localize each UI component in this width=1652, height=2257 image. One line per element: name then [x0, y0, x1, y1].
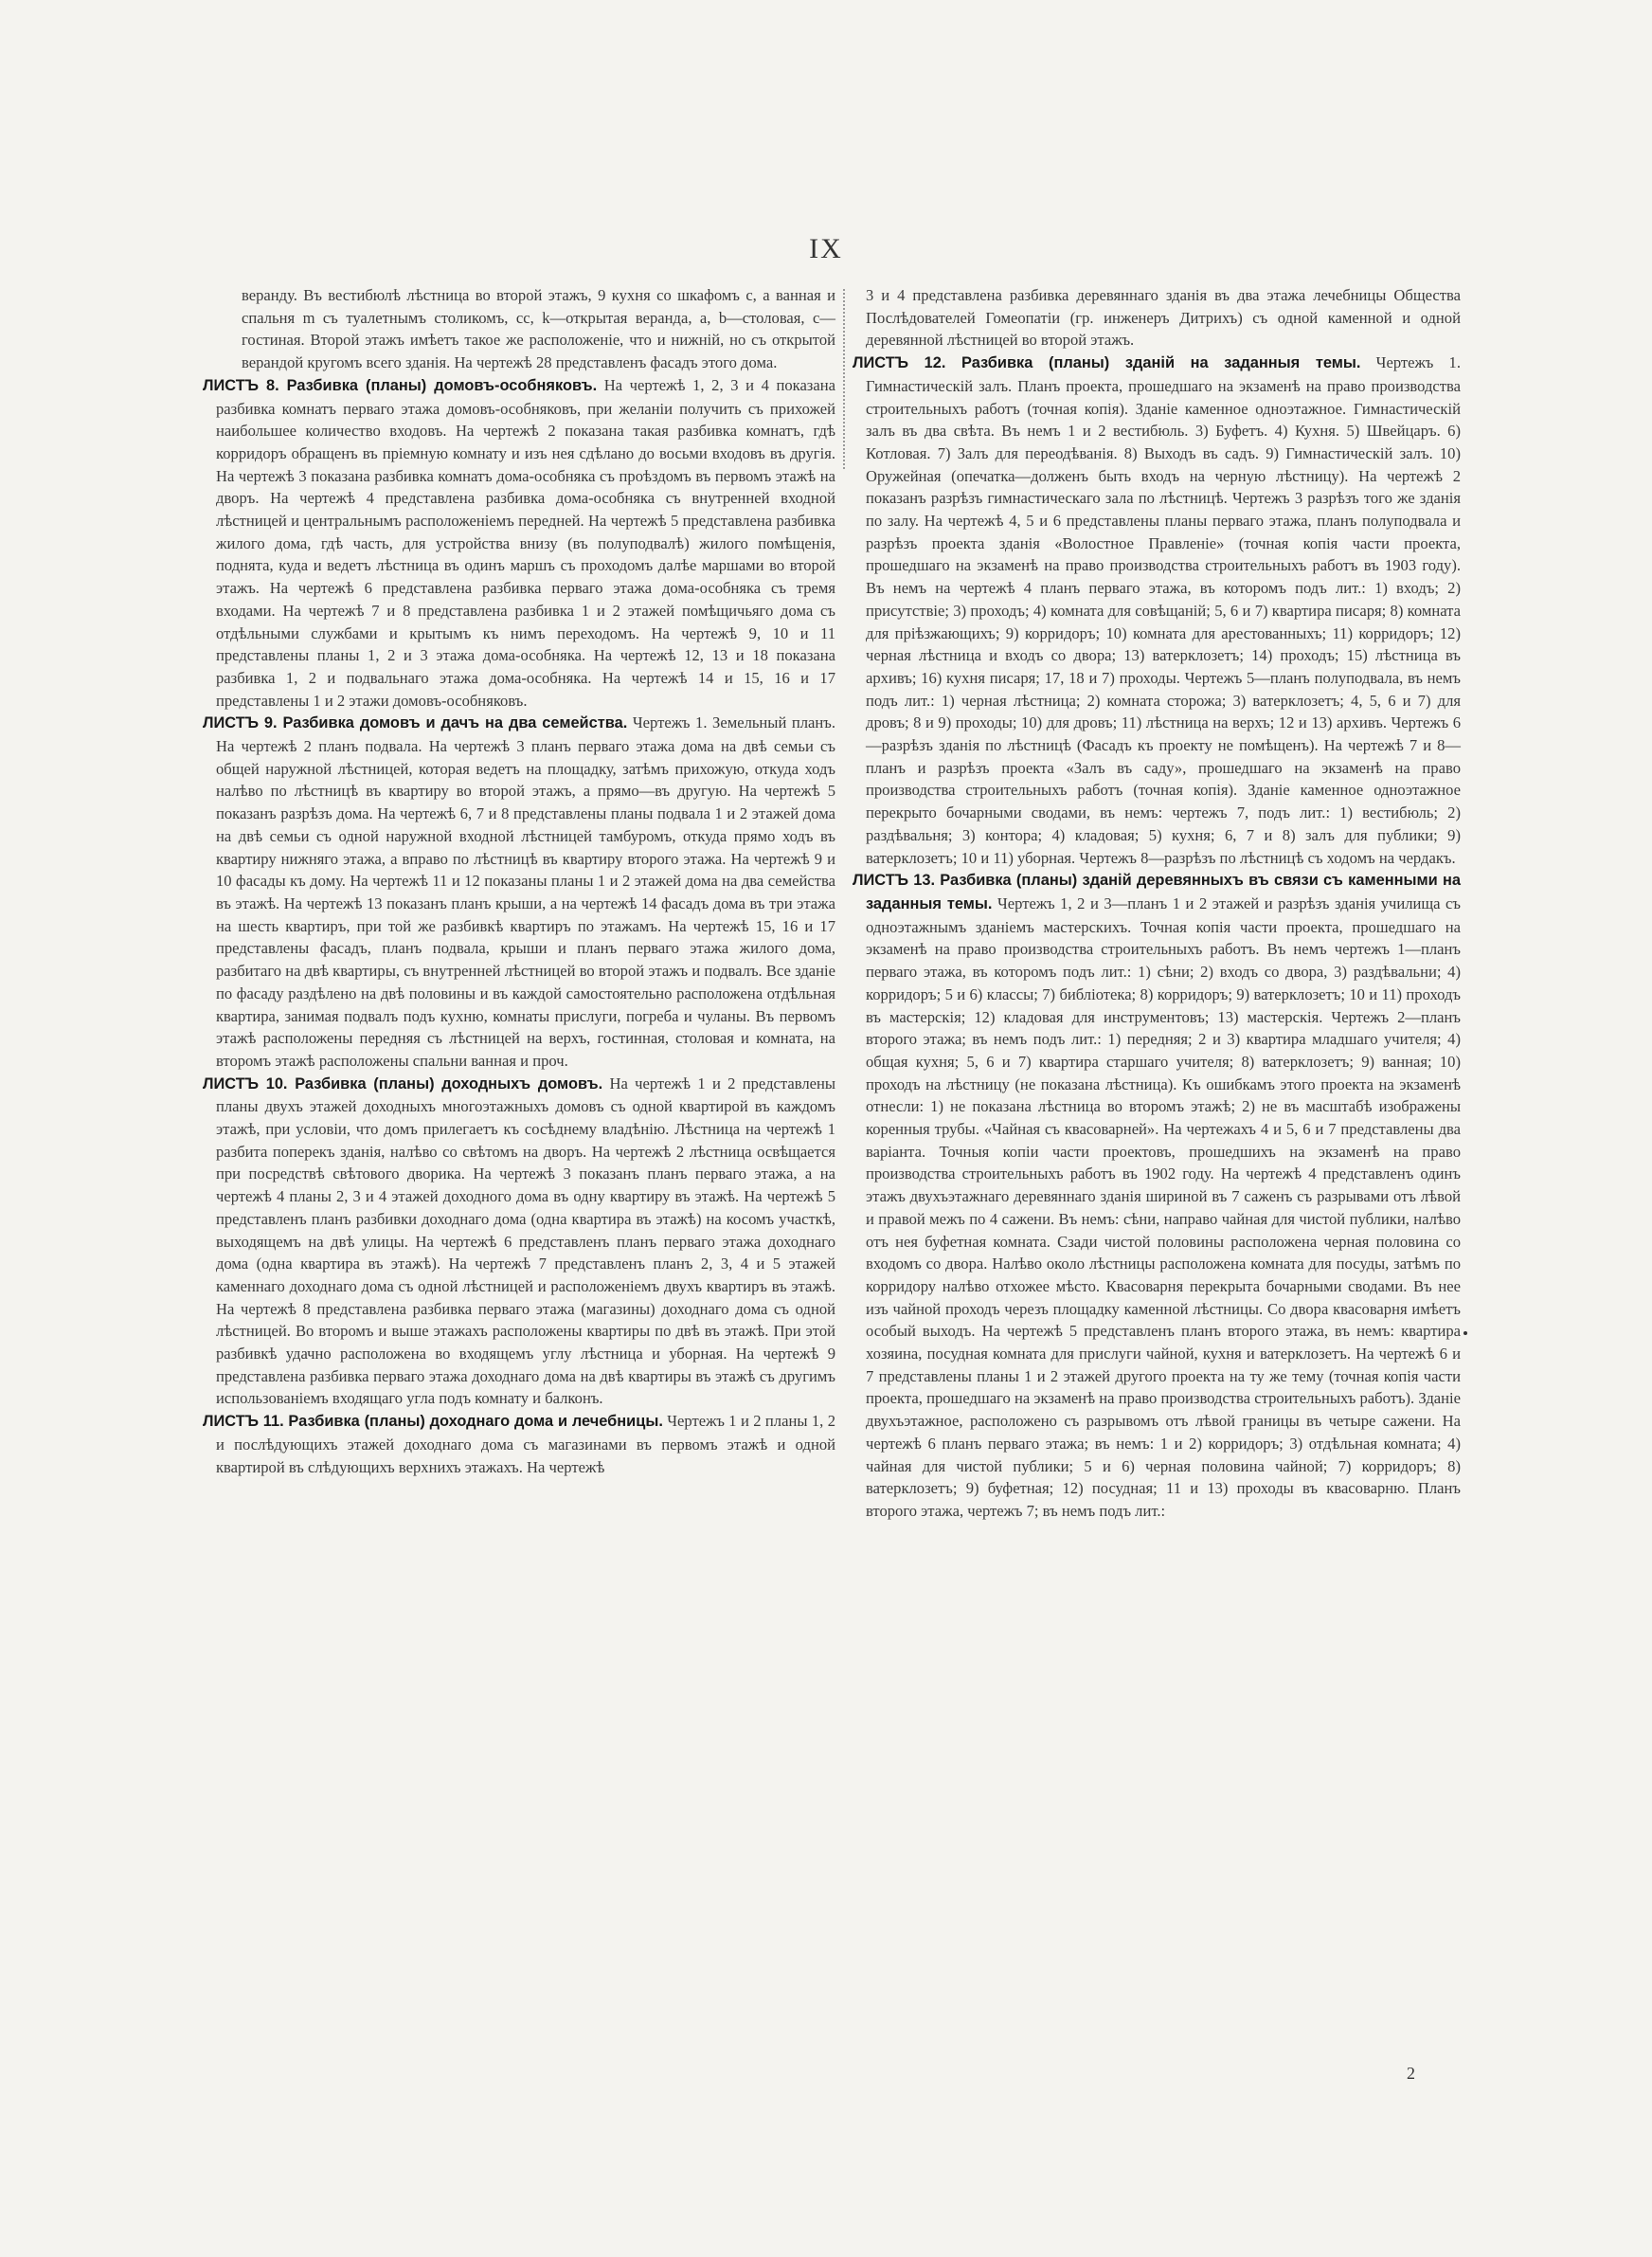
sheet-entry: [853, 352, 1461, 869]
page-number: IX: [809, 233, 843, 264]
print-speck: [1463, 1331, 1467, 1335]
paragraph-text: веранду. Въ вестибюлѣ лѣстница во второй этажъ, 9 кухня со шкафомъ c, a ванная и спальня m съ туалетнымъ столикомъ, cc, k—открытая веранда, a, b—столовая, c—гостиная. Второй этажъ имѣетъ такое же расположеніе, что и нижній, но съ открытой верандой кругомъ всего зданія. На чертежѣ 28 представленъ фасадъ этого дома.: [242, 286, 835, 372]
sheet-entry: [853, 869, 1461, 1522]
continued-paragraph: [853, 284, 1461, 352]
paragraph-text: На чертежѣ 1 и 2 представлены планы двухъ этажей доходныхъ многоэтажныхъ домовъ съ одной квартирой въ каждомъ этажѣ, при условіи, что домъ прилегаетъ къ сосѣднему владѣнію. Лѣстница на чертежѣ 1 разбита поперекъ зданія, налѣво со свѣтомъ на дворъ. На чертежѣ 2 лѣстница освѣщается при посредствѣ свѣтового дворика. На чертежѣ 3 показанъ планъ перваго этажа, а на чертежѣ 4 планы 2, 3 и 4 этажей доходного дома въ одну квартиру въ этажѣ. На чертежѣ 5 представленъ планъ разбивки доходнаго дома (одна квартира въ этажѣ) на косомъ участкѣ, выходящемъ на двѣ улицы. На чертежѣ 6 представленъ планъ перваго этажа доходнаго дома (одна квартира въ этажѣ). На чертежѣ 7 представленъ планъ 2, 3, 4 и 5 этажей каменнаго доходнаго дома съ одной лѣстницей и расположеніемъ двухъ квартиръ въ этажѣ. На чертежѣ 8 представлена разбивка перваго этажа (магазины) доходнаго дома съ одной лѣстницей. Во второмъ и выше этажахъ расположены квартиры по двѣ въ этажѣ. При этой разбивкѣ удачно расположена во входящемъ углу лѣстница и уборная. На чертежѣ 9 представлена разбивка перваго этажа доходнаго дома на двѣ квартиры въ этажѣ съ другимъ использованіемъ входящаго угла подъ комнату и балконъ.: [216, 1074, 835, 1408]
sheet-entry: [189, 1073, 835, 1411]
continued-paragraph: [189, 284, 835, 374]
signature-mark: 2: [1407, 2064, 1415, 2083]
paragraph-text: Чертежъ 1. Земельный планъ. На чертежѣ 2 планъ подвала. На чертежѣ 3 планъ перваго этажа дома на двѣ семьи съ общей наружной лѣстницей, которая ведетъ на площадку, затѣмъ прихожую, откуда ходъ налѣво по лѣстницѣ въ квартиру во второй этажъ, а прямо—въ другую. На чертежѣ 5 показанъ разрѣзъ дома. На чертежѣ 6, 7 и 8 представлены планы подвала 1 и 2 этажей дома на двѣ семьи съ одной наружной входной лѣстницей тамбуромъ, откуда прямо ходъ въ квартиру нижняго этажа, а вправо по лѣстницѣ въ квартиру второго этажа. На чертежѣ 9 и 10 фасады къ дому. На чертежѣ 11 и 12 показаны планы 1 и 2 этажей дома на два семейства въ этажѣ. На чертежѣ 13 показанъ планъ крыши, а на чертежѣ 14 фасадъ дома въ три этажа на шесть квартиръ, при той же разбивкѣ квартиръ по этажамъ. На чертежѣ 15, 16 и 17 представлены фасадъ, планъ подвала, крыши и планъ перваго этажа жилого дома, разбитаго на двѣ квартиры, съ внутренней лѣстницей во второй этажъ и подвалъ. Все зданіе по фасаду раздѣлено на двѣ половины и въ каждой самостоятельно расположена отдѣльная квартира, занимая подвалъ подъ кухню, комнаты прислуги, погреба и чуланы. Въ первомъ этажѣ расположены передняя съ лѣстницей на верхъ, гостинная, столовая и комната, на второмъ этажѣ расположены спальни ванная и проч.: [216, 713, 835, 1070]
sheet-heading: ЛИСТЪ 9. Разбивка домовъ и дачъ на два семейства.: [203, 714, 628, 732]
left-column: [189, 284, 835, 1478]
sheet-entry: [189, 712, 835, 1072]
sheet-heading: ЛИСТЪ 8. Разбивка (планы) домовъ-особняковъ.: [203, 376, 598, 394]
sheet-entry: [189, 1410, 835, 1478]
sheet-heading: ЛИСТЪ 10. Разбивка (планы) доходныхъ домовъ.: [203, 1074, 603, 1092]
column-divider: [843, 289, 846, 469]
sheet-heading: ЛИСТЪ 13. Разбивка (планы) зданій деревянныхъ въ связи съ каменными на заданныя темы.: [853, 872, 1461, 912]
paragraph-text: Чертежъ 1. Гимнастическій залъ. Планъ проекта, прошедшаго на экзаменѣ на право производства строительныхъ работъ (точная копія). Зданіе каменное одноэтажное. Гимнастическій залъ въ два свѣта. Въ немъ 1 и 2 вестибюль. 3) Буфетъ. 4) Кухня. 5) Швейцаръ. 6) Котловая. 7) Залъ для переодѣванія. 8) Выходъ въ садъ. 9) Гимнастическій залъ. 10) Оружейная (опечатка—долженъ быть входъ на черную лѣстницу). На чертежѣ 2 показанъ разрѣзъ гимнастическаго зала по лѣстницѣ. Чертежъ 3 разрѣзъ того же зданія по залу. На чертежѣ 4, 5 и 6 представлены планы перваго этажа, планъ полуподвала и разрѣзъ проекта зданія «Волостное Правленіе» (точная копія части проекта, прошедшаго на экзаменѣ на право производства строительныхъ работъ въ 1903 году). Въ немъ на чертежѣ 4 планъ перваго этажа, въ которомъ подъ лит.: 1) входъ; 2) присутствіе; 3) проходъ; 4) комната для совѣщаній; 5, 6 и 7) квартира писаря; 8) комната для пріѣзжающихъ; 9) корридоръ; 10) комната для арестованныхъ; 11) корридоръ; 12) черная лѣстница и входъ со двора; 13) ватерклозетъ; 14) проходъ; 15) лѣстница въ архивъ; 16) кухня писаря; 17, 18 и 7) проходы. Чертежъ 5—планъ полуподвала, въ немъ подъ лит.: 1) черная лѣстница; 2) комната сторожа; 3) ватерклозетъ; 4, 5, 6 и 7) для дровъ; 8 и 9) проходы; 10) для дровъ; 11) лѣстница на верхъ; 12 и 13) архивъ. Чертежъ 6—разрѣзъ зданія по лѣстницѣ (Фасадъ къ проекту не помѣщенъ). На чертежѣ 7 и 8—планъ и разрѣзъ проекта «Залъ въ саду», прошедшаго на экзаменѣ на право производства строительныхъ работъ (точная копія). Зданіе каменное одноэтажное перекрыто бочарными сводами, въ немъ: чертежъ 7, подъ лит.: 1) вестибюль; 2) раздѣвальня; 3) контора; 4) кладовая; 5) кухня; 6, 7 и 8) залъ для публики; 9) ватерклозетъ; 10 и 11) уборная. Чертежъ 8—разрѣзъ по лѣстницѣ съ ходомъ на чердакъ.: [866, 353, 1461, 867]
paragraph-text: Чертежъ 1, 2 и 3—планъ 1 и 2 этажей и разрѣзъ зданія училища съ одноэтажнымъ зданіемъ мастерскихъ. Точная копія части проекта, прошедшаго на экзаменѣ на право производства строительныхъ работъ. Въ немъ чертежъ 1—планъ перваго этажа, въ которомъ подъ лит.: 1) сѣни; 2) входъ со двора, 3) раздѣвальни; 4) корридоръ; 5 и 6) классы; 7) библіотека; 8) корридоръ; 9) ватерклозетъ; 10 и 11) проходъ въ мастерскія; 12) кладовая для инструментовъ; 13) мастерскія. Чертежъ 2—планъ второго этажа; въ немъ подъ лит.: 1) передняя; 2 и 3) квартира младшаго учителя; 4) общая кухня; 5, 6 и 7) квартира старшаго учителя; 8) ватерклозетъ; 9) ванная; 10) проходъ на лѣстницу (не показана лѣстница). Къ ошибкамъ этого проекта на экзаменѣ отнесли: 1) не показана лѣстница во второмъ этажѣ; 2) не въ масштабѣ изображены коренныя трубы. «Чайная съ квасоварней». На чертежахъ 4 и 5, 6 и 7 представлены два варіанта. Точныя копіи части проектовъ, прошедшихъ на экзаменѣ на право производства строительныхъ работъ въ 1902 году. На чертежѣ 4 представленъ одинъ этажъ двухъэтажнаго деревяннаго зданія шириной въ 7 саженъ съ разрывами отъ лѣвой и правой межъ по 4 сажени. Въ немъ: сѣни, направо чайная для чистой публики, налѣво отъ нея буфетная комната. Сзади чистой половины расположена черная половина со входомъ со двора. Налѣво около лѣстницы расположена комната для посуды, затѣмъ по корридору налѣво отхожее мѣсто. Квасоварня перекрыта бочарными сводами. Въ нее изъ чайной проходъ черезъ площадку каменной лѣстницы. Со двора квасоварня имѣетъ особый выходъ. На чертежѣ 5 представленъ планъ второго этажа, въ немъ: квартира хозяина, посудная комната для прислуги чайной, кухня и ватерклозетъ. На чертежѣ 6 и 7 представлены планы 1 и 2 этажей другого проекта на ту же тему (точная копія части проекта, прошедшаго на экзаменѣ на право производства строительныхъ работъ). Зданіе двухъэтажное, расположено съ разрывомъ отъ лѣвой границы въ четыре сажени. На чертежѣ 6 планъ перваго этажа; въ немъ: 1 и 2) корридоръ; 3) отдѣльная комната; 4) чайная для чистой публики; 5 и 6) черная половина чайной; 7) корридоръ; 8) ватерклозетъ; 9) буфетная; 12) посудная; 11 и 13) проходы въ квасоварню. Планъ второго этажа, чертежъ 7; въ немъ подъ лит.:: [866, 894, 1461, 1520]
paragraph-text: 3 и 4 представлена разбивка деревяннаго зданія въ два этажа лечебницы Общества Послѣдователей Гомеопатіи (гр. инженеръ Дитрихъ) съ одной каменной и одной деревянной лѣстницей во второй этажъ.: [866, 286, 1461, 350]
paragraph-text: Чертежъ 1 и 2 планы 1, 2 и послѣдующихъ этажей доходнаго дома съ магазинами въ первомъ этажѣ и одной квартирой въ слѣдующихъ верхнихъ этажахъ. На чертежѣ: [216, 1412, 835, 1476]
sheet-entry: [189, 374, 835, 713]
right-column: [853, 284, 1461, 1523]
sheet-heading: ЛИСТЪ 12. Разбивка (планы) зданій на заданныя темы.: [853, 354, 1361, 372]
sheet-heading: ЛИСТЪ 11. Разбивка (планы) доходнаго дома и лечебницы.: [203, 1413, 663, 1431]
paragraph-text: На чертежѣ 1, 2, 3 и 4 показана разбивка комнатъ перваго этажа домовъ-особняковъ, при желаніи получить съ прихожей наибольшее количество входовъ. На чертежѣ 2 показана такая разбивка комнатъ, гдѣ корридоръ обращенъ въ пріемную комнату и изъ нея сдѣлано до восьми входовъ въ другія. На чертежѣ 3 показана разбивка комнатъ дома-особняка съ проѣздомъ въ первомъ этажѣ на дворъ. На чертежѣ 4 представлена разбивка дома-особняка съ внутренней входной лѣстницей и центральнымъ расположеніемъ передней. На чертежѣ 5 представлена разбивка жилого дома, гдѣ часть, для устройства внизу (въ полуподвалѣ) жилого помѣщенія, поднята, куда и ведетъ лѣстница въ одинъ маршъ съ проходомъ далѣе маршами во второй этажъ. На чертежѣ 6 представлена разбивка перваго этажа дома-особняка съ тремя входами. На чертежѣ 7 и 8 представлена разбивка 1 и 2 этажей помѣщичьяго дома съ отдѣльными службами и крытымъ къ нимъ переходомъ. На чертежѣ 9, 10 и 11 представлены планы 1, 2 и 3 этажа дома-особняка. На чертежѣ 12, 13 и 18 показана разбивка 1, 2 и подвальнаго этажа дома-особняка. На чертежѣ 14 и 15, 16 и 17 представлены 1 и 2 этажи домовъ-особняковъ.: [216, 375, 835, 710]
